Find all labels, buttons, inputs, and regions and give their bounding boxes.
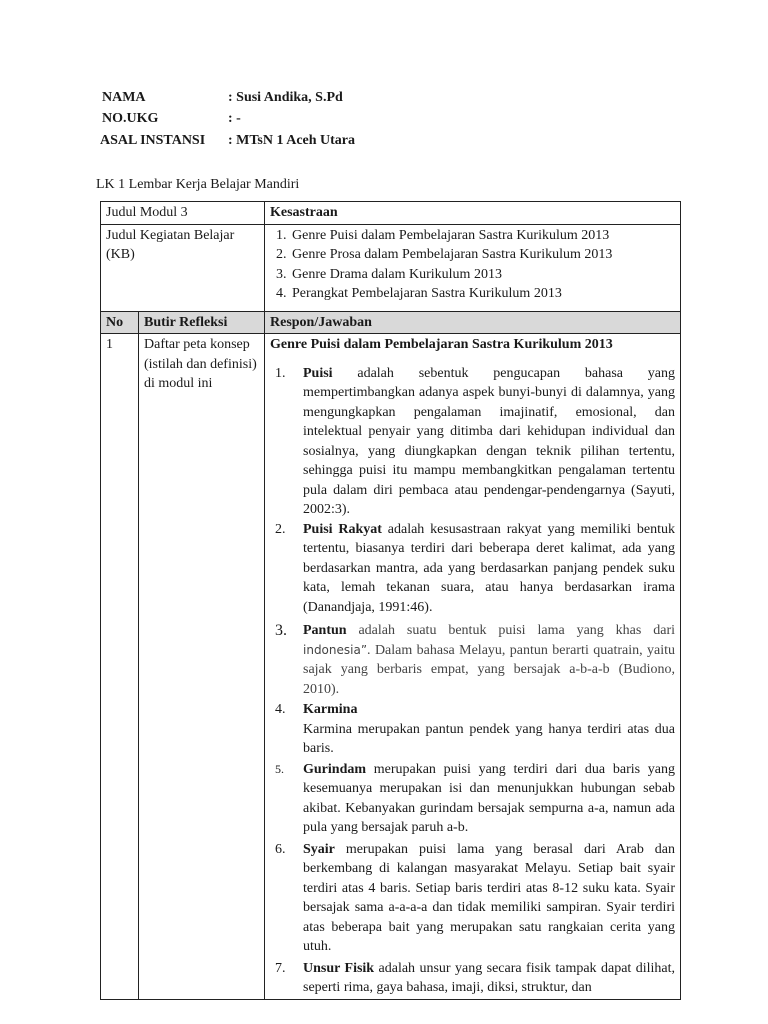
definition: adalah suatu bentuk puisi lama yang khas dari bbox=[346, 623, 675, 638]
list-item: 4. Karmina Karmina merupakan pantun pendek yang hanya terdiri atas dua baris. bbox=[275, 702, 675, 756]
definition: merupakan puisi yang terdiri dari dua baris yang kesemuanya merupakan isi dan menunjukkan hubungan sebab akibat. Kebanyakan gurindam bersajak sempurna a-a, namun ada pula yang bersajak paruh a-b. bbox=[303, 761, 675, 835]
col-respon-header: Respon/Jawaban bbox=[265, 311, 681, 334]
reflection-item: Daftar peta konsep (istilah dan definisi) di modul ini bbox=[139, 334, 265, 1000]
col-no-header: No bbox=[101, 311, 139, 334]
instansi-value: : MTsN 1 Aceh Utara bbox=[228, 133, 356, 148]
noukg-label: NO.UKG bbox=[102, 111, 159, 126]
learning-activity-item: 4. Perangkat Pembelajaran Sastra Kurikulum 2013 bbox=[290, 284, 675, 304]
module-title-label: Judul Modul 3 bbox=[101, 202, 265, 225]
nama-label: NAMA bbox=[102, 90, 146, 105]
learning-activity-list bbox=[270, 226, 675, 304]
list-item: 1. Puisi adalah sebentuk pengucapan bahasa yang mempertimbangkan adanya aspek bunyi-bunyi di dalamnya, yang mengungkapkan pengalaman imajinatif, emosional, dan intelektual penyair yang ditimba dari kehidupan individual dan sosialnya, yang diungkapkan dengan teknik pilihan tertentu, sehingga puisi itu mampu membangkitkan pengalaman tertentu pula dalam diri pembaca atau pendengar-pendengarnya (Sayuti, 2002:3). bbox=[275, 365, 675, 517]
term: Gurindam bbox=[303, 761, 367, 777]
worksheet-table bbox=[100, 201, 681, 1000]
list-item: 5. Gurindam merupakan puisi yang terdiri dari dua baris yang kesemuanya merupakan isi dan menunjukkan hubungan sebab akibat. Kebanyakan gurindam bersajak sempurna a-a, namun ada pula yang bersajak paruh a-b. bbox=[275, 761, 675, 835]
list-item: 7. Unsur Fisik adalah unsur yang secara fisik tampak dapat dilihat, seperti rima, gaya bahasa, imaji, diksi, struktur, dan bbox=[275, 960, 675, 995]
learning-activity-item: 3. Genre Drama dalam Kurikulum 2013 bbox=[290, 265, 675, 285]
learning-activity-row bbox=[101, 224, 681, 311]
module-title-row bbox=[101, 202, 681, 225]
response-cell bbox=[265, 334, 681, 1000]
list-item: 6. Syair merupakan puisi lama yang berasal dari Arab dan berkembang di kalangan masyarakat Melayu. Setiap bait syair terdiri atas 4 baris. Setiap baris terdiri atas 8-12 suku kata. Syair bersajak sama a-a-a-a dan tidak memiliki sampiran. Syair terdiri atas beberapa bait yang merupakan satu rangkaian cerita yang utuh. bbox=[275, 841, 675, 954]
definition-fragment: indonesia” bbox=[303, 642, 368, 657]
definition: . Dalam bahasa Melayu, pantun berarti quatrain, yaitu sajak yang berbaris empat, yang bersajak a-b-a-b (Budiono, 2010). bbox=[303, 642, 675, 697]
definition: merupakan puisi lama yang berasal dari Arab dan berkembang di kalangan masyarakat Melayu. Setiap bait syair terdiri atas 4 baris. Setiap baris terdiri atas 8-12 suku kata. Syair bersajak sama a-a-a-a dan tidak memiliki sampiran. Syair terdiri atas beberapa bait yang merupakan satu rangkaian cerita yang utuh. bbox=[303, 841, 675, 954]
term: Unsur Fisik bbox=[303, 960, 375, 976]
row-number: 1 bbox=[101, 334, 139, 1000]
learning-activity-item: 2. Genre Prosa dalam Pembelajaran Sastra Kurikulum 2013 bbox=[290, 245, 675, 265]
learning-activity-label: Judul Kegiatan Belajar (KB) bbox=[101, 224, 265, 311]
list-item: 2. Puisi Rakyat adalah kesusastraan rakyat yang memiliki bentuk tertentu, biasanya terdiri dari beberapa deret kalimat, ada yang berdasarkan mantra, ada yang berdasarkan panjang pendek suku kata, lemah tekanan suara, atau hanya berdasarkan irama (Danandjaja, 1991:46). bbox=[275, 521, 676, 615]
noukg-value: : - bbox=[228, 111, 241, 126]
worksheet-title: LK 1 Lembar Kerja Belajar Mandiri bbox=[96, 177, 300, 192]
module-title-value: Kesastraan bbox=[265, 202, 681, 225]
definition: Karmina merupakan pantun pendek yang hanya terdiri atas dua baris. bbox=[303, 721, 675, 756]
section-title: Genre Puisi dalam Pembelajaran Sastra Kurikulum 2013 bbox=[270, 337, 613, 352]
term: Syair bbox=[303, 841, 335, 857]
definition: adalah kesusastraan rakyat yang memiliki bentuk tertentu, biasanya terdiri dari beberapa deret kalimat, ada yang berdasarkan mantra, ada yang berdasarkan panjang pendek suku kata, lemah tekanan suara, atau hanya berdasarkan irama (Danandjaja, 1991:46). bbox=[303, 521, 676, 615]
term: Pantun bbox=[303, 623, 347, 638]
instansi-label: ASAL INSTANSI bbox=[100, 133, 206, 148]
list-item: 3. Pantun adalah suatu bentuk puisi lama yang khas dari indonesia”. Dalam bahasa Melayu, pantun berarti quatrain, yaitu sajak yang berbaris empat, yang bersajak a-b-a-b (Budiono, 2010). bbox=[275, 622, 675, 697]
col-butir-header: Butir Refleksi bbox=[139, 311, 265, 334]
learning-activity-item: 1. Genre Puisi dalam Pembelajaran Sastra Kurikulum 2013 bbox=[290, 226, 675, 246]
column-header-row bbox=[101, 311, 681, 334]
definition: adalah unsur yang secara fisik tampak dapat dilihat, seperti rima, gaya bahasa, imaji, diksi, struktur, dan bbox=[303, 960, 675, 995]
term: Puisi Rakyat bbox=[303, 521, 382, 537]
term: Puisi bbox=[303, 365, 333, 381]
learning-activity-list-cell bbox=[265, 224, 681, 311]
definition: adalah sebentuk pengucapan bahasa yang mempertimbangkan adanya aspek bunyi-bunyi di dalamnya, yang mengungkapkan pengalaman imajinatif, emosional, dan intelektual penyair yang ditimba dari kehidupan individual dan sosialnya, yang diungkapkan dengan teknik pilihan tertentu, sehingga puisi itu mampu membangkitkan pengalaman tertentu pula dalam diri pembaca atau pendengar-pendengarnya (Sayuti, 2002:3). bbox=[303, 365, 675, 517]
term: Karmina bbox=[303, 702, 358, 717]
definition-list bbox=[270, 364, 675, 998]
nama-value: : Susi Andika, S.Pd bbox=[228, 90, 343, 105]
table-row bbox=[101, 334, 681, 1000]
